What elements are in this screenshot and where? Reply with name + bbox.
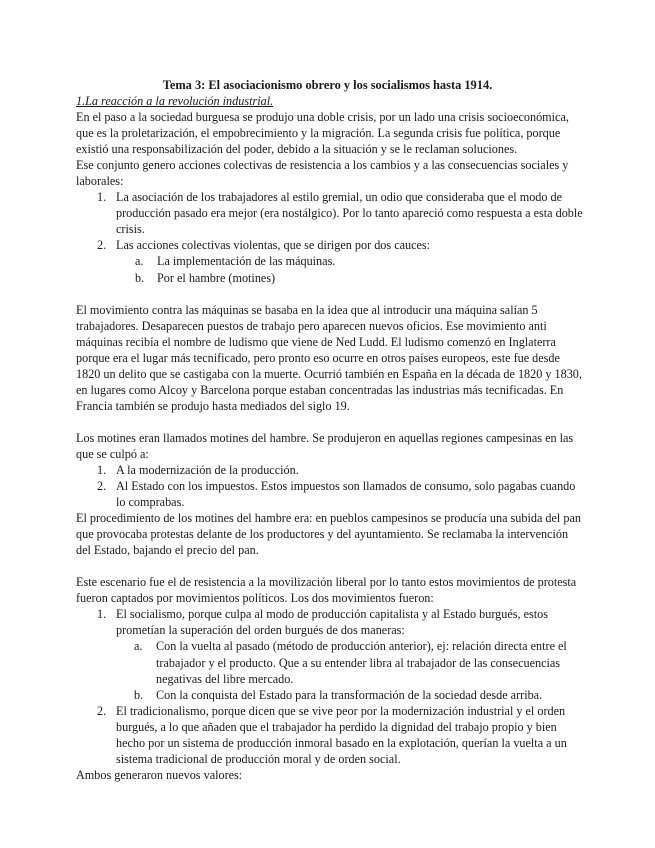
list-item: 2. Las acciones colectivas violentas, que se dirigen por dos cauces: a. La implementación de las máquinas. b. Por el hambre (motines) [76, 237, 584, 285]
motines-paragraph: Los motines eran llamados motines del hambre. Se produjeron en aquellas regiones campesinas en las que se culpó a: [76, 430, 574, 461]
list-item: 2. El tradicionalismo, porque dicen que se vive peor por la modernización industrial y el orden burgués, a lo que añaden que el trabajador ha perdido la dignidad del trabajo propio y bien hecho por un sistema de producción inmoral basado en la explotación, querían la vuelta a un sistema tradicional de producción moral y de orden social. [97, 703, 567, 766]
escenario-paragraph: Este escenario fue el de resistencia a la movilización liberal por lo tanto estos movimientos de protesta fueron captados por movimientos políticos. Los dos movimientos fueron: [76, 575, 577, 606]
movements-list [76, 606, 584, 766]
sublist-item: b. Con la conquista del Estado para la transformación de la sociedad desde arriba. [134, 687, 543, 702]
procedimiento-paragraph: El procedimiento de los motines del hambre era: en pueblos campesinos se producía una subida del pan que provocaba protestas delante de los productores y del ayuntamiento. Se reclamaba la intervención del Estado, bajando el precio del pan. [76, 511, 581, 558]
section-heading: 1.La reacción a la revolución industrial. [76, 94, 274, 108]
intro-paragraph-2: Ese conjunto genero acciones colectivas de resistencia a los cambios y a las consecuencias sociales y laborales: [76, 158, 569, 189]
paragraph-gap [76, 558, 584, 574]
list-item: 2. Al Estado con los impuestos. Estos impuestos son llamados de consumo, solo pagabas cuando lo comprabas. [97, 479, 576, 510]
list-item: 1. La asociación de los trabajadores al estilo gremial, un odio que consideraba que el modo de producción pasado era mejor (era nostálgico). Por lo tanto apareció como respuesta a esta doble crisis. [97, 190, 583, 237]
sublist-item: b. Por el hambre (motines) [135, 270, 276, 285]
intro-paragraph-1: En el paso a la sociedad burguesa se produjo una doble crisis, por un lado una crisis socioeconómica, que es la proletarización, el empobrecimiento y la migración. La segunda crisis fue política, porque existió una responsabilización del poder, debido a la situación y se le reclaman soluciones. [76, 110, 569, 157]
closing-line: Ambos generaron nuevos valores: [76, 767, 243, 782]
socialism-sublist [116, 638, 584, 702]
ludismo-paragraph: El movimiento contra las máquinas se basaba en la idea que al introducir una máquina salían 5 trabajadores. Desaparecen puestos de trabajo pero aparecen nuevos oficios. Ese movimiento anti máquinas recibía el nombre de ludismo que viene de Ned Ludd. El ludismo comenzó en Inglaterra porque era el lugar más tecnificado, pero pronto eso ocurre en otros países europeos, este fue desde 1820 un delito que se castigaba con la muerte. Ocurrió también en España en la década de 1820 y 1830, en lugares como Alcoy y Barcelona porque estaban concentradas las industrias más tecnificadas. En Francia también se produjo hasta mediados del siglo 19. [76, 302, 582, 413]
list-item: 1. A la modernización de la producción. [97, 462, 299, 477]
reactions-list [76, 189, 584, 285]
paragraph-gap [76, 414, 584, 430]
sublist-item: a. La implementación de las máquinas. [135, 254, 336, 269]
blame-list [76, 462, 584, 510]
sublist-item: a. Con la vuelta al pasado (método de producción anterior), ej: relación directa entre el trabajador y el producto. Que a su entender libra al trabajador de las consecuencias negativas del libre mercado. [134, 639, 567, 686]
document-body [76, 93, 584, 783]
reactions-sublist [116, 253, 584, 285]
document-title: Tema 3: El asociacionismo obrero y los socialismos hasta 1914. [162, 78, 493, 92]
paragraph-gap [76, 286, 584, 302]
list-item: 1. El socialismo, porque culpa al modo de producción capitalista y al Estado burgués, estos prometían la superación del orden burgués de dos maneras: a. Con la vuelta al pasado (método de producción anterior), ej: relación directa entre el trabajador y el producto. Que a su entender libra al trabajador de las consecuencias negativas del libre mercado. b. Con la conquista del Estado para la transformación de la sociedad desde arriba. [76, 606, 584, 702]
